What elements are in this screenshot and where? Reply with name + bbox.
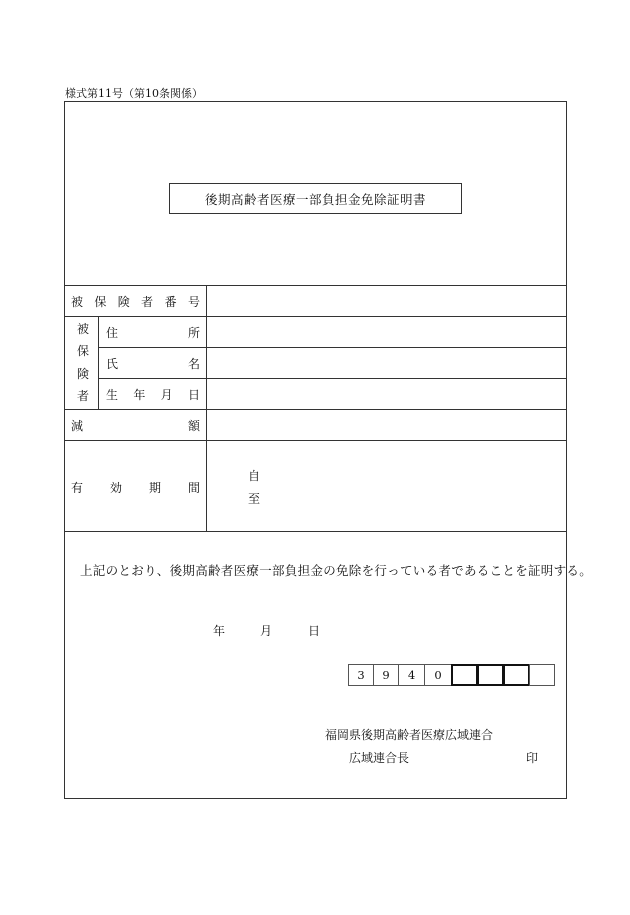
seal-mark: 印 [526,751,539,765]
validity-from-label: 自 [248,469,261,483]
birth-date-label: 生 年 月 日 [106,388,200,402]
divider [64,409,567,410]
divider [64,440,567,441]
insurer-code-digit [529,664,555,686]
insurer-code-digit [477,664,504,686]
insured-number-label: 被 保 険 者 番 号 [71,295,200,309]
issuer-organization: 福岡県後期高齢者医療広域連合 [325,728,494,742]
insurer-code-digit: 4 [398,664,425,686]
insurer-code-digit: 3 [348,664,374,686]
divider [64,285,567,286]
issuer-title: 広域連合長 [349,751,410,765]
insurer-code-digit [451,664,478,686]
form-number: 様式第11号（第10条関係） [65,87,203,100]
name-label: 氏 名 [106,357,200,371]
year-label: 年 [213,624,226,638]
divider [98,347,567,348]
insurer-code-digit [503,664,530,686]
reduction-label: 減 額 [71,419,200,433]
divider [64,316,567,317]
month-label: 月 [260,624,273,638]
certification-text: 上記のとおり、後期高齢者医療一部負担金の免除を行っている者であることを証明する。 [80,563,593,578]
day-label: 日 [308,624,321,638]
insurer-code-digit: 9 [373,664,399,686]
divider [98,378,567,379]
validity-to-label: 至 [248,492,261,506]
insured-person-label: 被 保 険 者 [76,322,89,403]
column-divider [98,316,99,409]
certificate-title: 後期高齢者医療一部負担金免除証明書 [169,183,462,214]
validity-period-label: 有 効 期 間 [71,481,200,495]
insurer-code-digit: 0 [424,664,452,686]
divider [64,531,567,532]
address-label: 住 所 [106,326,200,340]
column-divider [206,285,207,531]
